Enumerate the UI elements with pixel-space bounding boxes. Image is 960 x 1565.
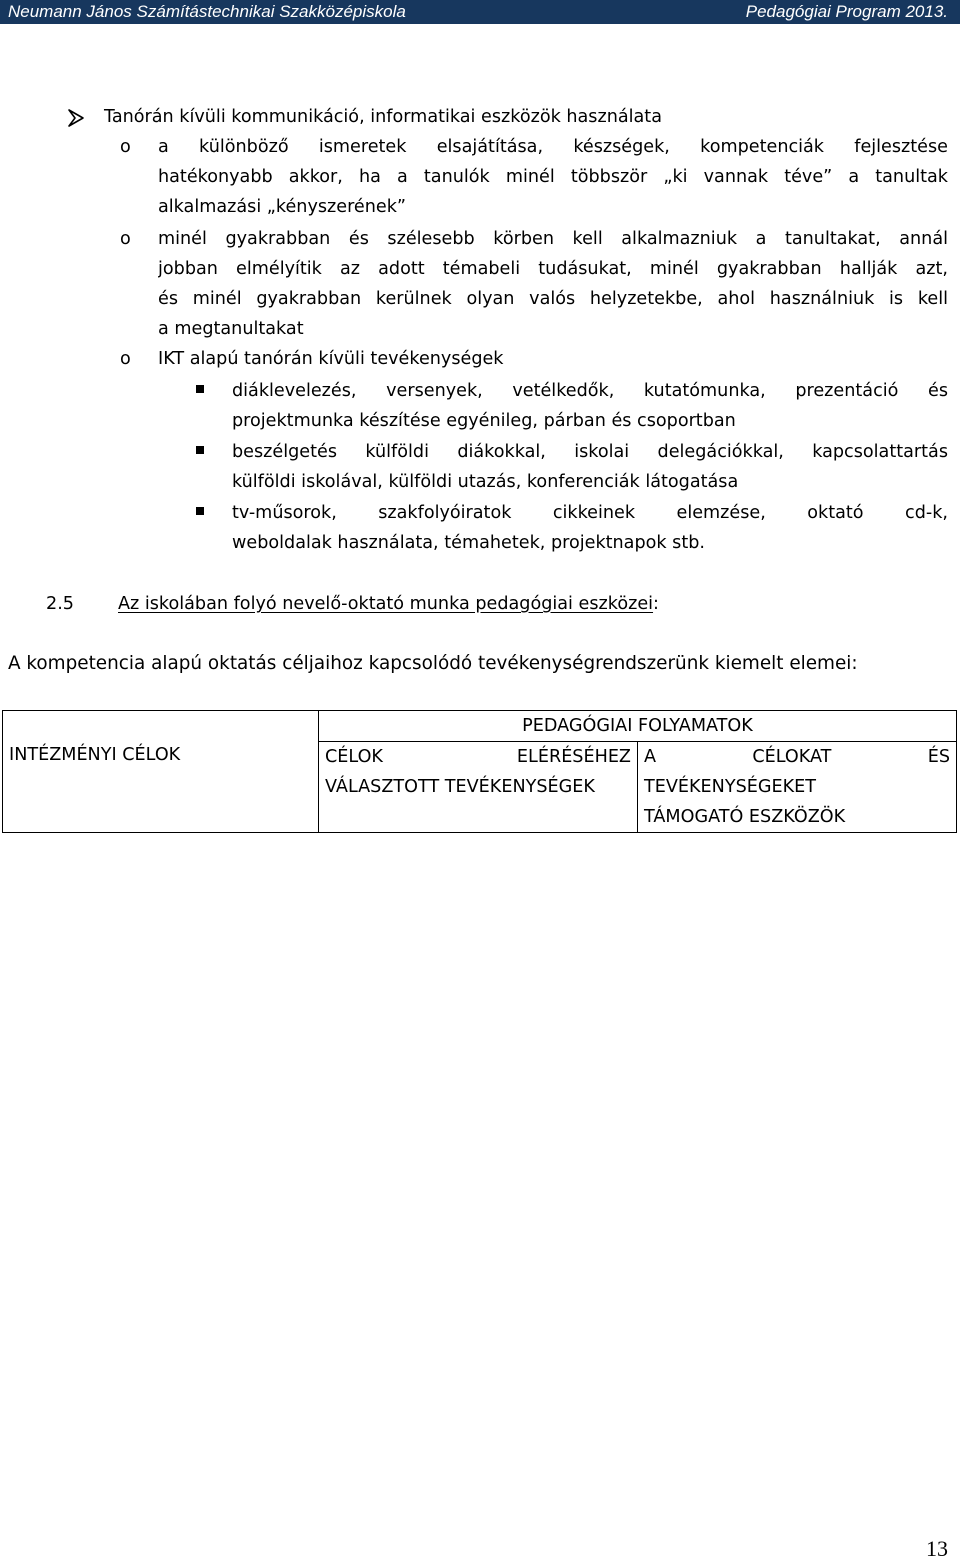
header-program-title: Pedagógiai Program 2013. — [745, 2, 948, 21]
square-bullet-icon — [196, 507, 204, 515]
sub2-line-1: minél gyakrabban és szélesebb körben kell alkalmazniuk a tanultakat, annál — [158, 229, 948, 249]
section-heading — [118, 589, 659, 619]
table-cell-col3 — [638, 742, 957, 833]
section-colon: : — [653, 594, 659, 614]
table-cell-group-header — [319, 711, 957, 742]
circle-bullet-icon: o — [120, 137, 131, 157]
sub2-line-3: és minél gyakrabban kerülnek olyan valós helyzetekbe, ahol használniuk is kell — [158, 289, 948, 309]
table-cell-col1 — [3, 711, 319, 833]
sub3-item1-line1: diáklevelezés, versenyek, vetélkedők, kutatómunka, prezentáció és — [232, 381, 948, 401]
intro-text: A kompetencia alapú oktatás céljaihoz kapcsolódó tevékenységrendszerünk kiemelt elemei: — [8, 653, 858, 674]
sub2-line-4: a megtanultakat — [158, 319, 304, 339]
col2-line2: VÁLASZTOTT TEVÉKENYSÉGEK — [325, 777, 595, 797]
col1-header: INTÉZMÉNYI CÉLOK — [9, 745, 181, 765]
sub3-item1-line2: projektmunka készítése egyénileg, párban és csoportban — [232, 411, 736, 431]
col3-line2: TEVÉKENYSÉGEKET — [644, 777, 817, 797]
sub3-item3-line1: tv-műsorok, szakfolyóiratok cikkeinek elemzése, oktató cd-k, — [232, 503, 948, 523]
sub3-item3-line2: weboldalak használata, témahetek, projektnapok stb. — [232, 533, 705, 553]
group-header: PEDAGÓGIAI FOLYAMATOK — [522, 716, 753, 736]
sub3-item2-line1: beszélgetés külföldi diákokkal, iskolai delegációkkal, kapcsolattartás — [232, 442, 948, 462]
table-cell-col2 — [319, 742, 638, 833]
square-bullet-icon — [196, 446, 204, 454]
page-number: 13 — [926, 1536, 948, 1561]
sub1-line-1: a különböző ismeretek elsajátítása, készségek, kompetenciák fejlesztése — [158, 137, 948, 157]
sub1-line-2: hatékonyabb akkor, ha a tanulók minél többször „ki vannak téve” a tanultak — [158, 167, 948, 187]
table-row — [3, 711, 957, 742]
sub1-line-3: alkalmazási „kényszerének” — [158, 197, 407, 217]
page-header — [0, 0, 960, 24]
circle-bullet-icon: o — [120, 349, 131, 369]
competency-table — [2, 710, 957, 833]
square-bullet-icon — [196, 385, 204, 393]
sub3-item2-line2: külföldi iskolával, külföldi utazás, konferenciák látogatása — [232, 472, 739, 492]
sub3-title: IKT alapú tanórán kívüli tevékenységek — [158, 349, 504, 369]
col3-line1: A CÉLOKAT ÉS — [644, 747, 950, 767]
col3-line3: TÁMOGATÓ ESZKÖZÖK — [644, 807, 846, 827]
circle-bullet-icon: o — [120, 229, 131, 249]
arrow-bullet-icon — [66, 108, 86, 128]
header-school-name: Neumann János Számítástechnikai Szakközépiskola — [8, 2, 406, 21]
bullet-title: Tanórán kívüli kommunikáció, informatikai eszközök használata — [104, 107, 662, 127]
section-number: 2.5 — [46, 594, 74, 614]
sub2-line-2: jobban elmélyítik az adott témabeli tudásukat, minél gyakrabban hallják azt, — [158, 259, 948, 279]
section-title: Az iskolában folyó nevelő-oktató munka pedagógiai eszközei — [118, 594, 654, 614]
col2-line1: CÉLOK ELÉRÉSÉHEZ — [325, 747, 631, 767]
